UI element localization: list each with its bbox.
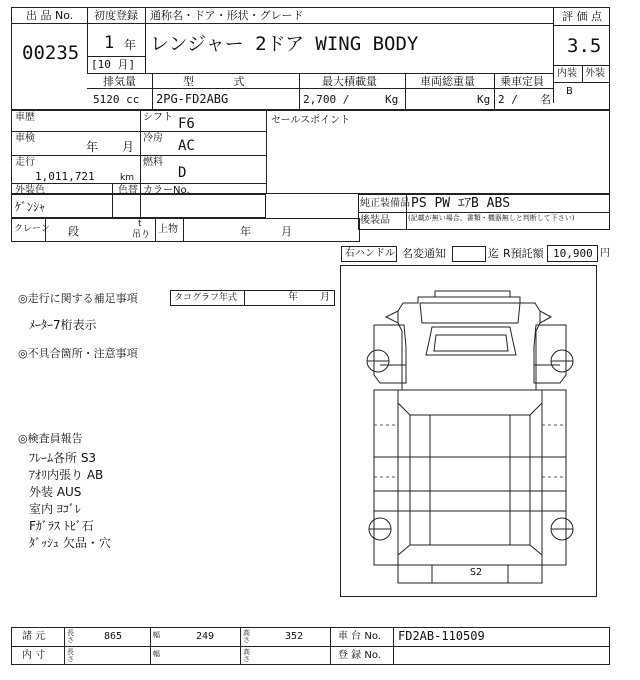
chassis-label: 車 台 No. [338,631,381,642]
first-reg-month: [10 月] [91,58,136,71]
score: 3.5 [567,35,602,57]
crane-row [11,218,360,242]
inspection-month: 月 [122,140,135,154]
outer-height: 352 [285,631,304,642]
exterior-label: 外装 [585,68,605,79]
recycle-amount: 10,900 [553,247,593,260]
length-label: 長さ [67,648,74,664]
cab-outline [398,297,540,390]
divider [582,65,583,82]
divider [87,56,145,57]
year-unit: 年 [124,38,137,52]
driving-remarks-label: ◎走行に関する補足事項 [18,292,138,305]
model-code-label: 型 式 [183,75,263,88]
tacho-label: タコグラフ年式 [174,293,238,303]
inspector-note: ﾌﾚｰﾑ各所 S3 [29,451,97,465]
color-no-label: 色替 [118,185,138,196]
divider [405,73,406,110]
inspector-note: ﾀﾞｯｼｭ 欠品・穴 [29,536,111,550]
mileage: 1,011,721 [35,170,95,183]
truck-diagram [340,265,597,597]
model-code: 2PG-FD2ABG [156,92,229,106]
oem-label: 純正装備品 [360,198,410,209]
cargo-panel-left [398,403,410,555]
exterior-color-label: 外装色 [15,185,45,196]
divider [87,23,553,24]
divider [358,212,610,213]
divider [152,73,153,110]
inspector-note: 外装 AUS [29,485,82,499]
divider [155,218,156,242]
defects-label: ◎不具合箇所・注意事項 [18,347,138,360]
lot-no-label: 出 品 No. [26,9,74,22]
fuel-label: 燃料 [143,157,163,168]
divider [11,646,610,647]
displacement-label: 排気量 [103,75,136,88]
capacity-label: 乗車定員 [500,75,544,88]
divider [240,627,241,665]
divider [87,73,553,74]
cargo-panel-right [530,403,542,555]
length-label: 長さ [67,629,74,645]
shift-label: シフト [143,112,173,123]
divider [11,183,266,184]
driving-note: ﾒｰﾀｰ7桁表示 [29,318,97,332]
crane-stage: 段 [68,225,79,238]
damage-mark: S2 [470,567,483,578]
interior-label: 内装 [557,68,577,79]
divider [183,218,184,242]
bed-label: 上物 [158,224,178,235]
outer-width: 249 [196,631,215,642]
cargo-body-right [542,390,566,565]
oem-equipment: PS PW ｴｱB ABS [411,196,511,211]
inspector-notes [29,449,111,551]
divider [87,88,553,89]
divider [393,627,394,665]
fuel: D [178,165,187,181]
height-label: 高さ [243,648,250,664]
recycle-unit: 円 [600,248,610,259]
door-left [374,325,406,383]
reg-label: 登 録 No. [338,650,381,661]
name-change-box [452,246,486,262]
gross-weight-label: 車両総重量 [420,75,475,88]
outer-length: 865 [104,631,123,642]
outer-dim-label: 諸 元 [22,631,46,642]
cargo-floor [398,390,542,565]
divider [553,7,554,103]
divider [299,73,300,110]
crane-lift: 吊り [132,230,151,240]
capacity-unit: 名 [540,93,551,106]
dashboard [434,335,508,351]
inspection-year: 年 [86,140,99,154]
max-load-unit: Kg [385,93,399,106]
max-load-label: 最大積載量 [322,75,377,88]
first-reg-year: 1 [104,33,115,53]
mileage-unit: km [120,173,134,183]
aftermarket-note: (記載が無い場合、書類・機器無しと判断して下さい) [408,214,575,222]
height-label: 高さ [243,629,250,645]
mirror-left [386,311,398,323]
first-reg-label: 初度登録 [94,9,138,22]
sales-point-label: セールスポイント [271,115,351,126]
ac: AC [178,138,195,154]
due-label: 迄 [488,247,499,260]
capacity: 2 / [498,93,518,106]
inspector-label: ◎検査員報告 [18,432,83,445]
divider [244,290,245,306]
divider [11,155,266,156]
divider [553,25,610,26]
divider [266,110,267,194]
mileage-label: 走行 [15,157,35,168]
cab-roof [435,291,510,297]
inspector-note: Fｶﾞﾗｽ ﾄﾋﾞ石 [29,519,94,533]
bed-year: 年 [240,225,251,238]
divider [64,627,65,665]
interior-grade: B [566,86,573,97]
tacho-month: 月 [320,292,330,303]
width-label: 幅 [153,650,160,658]
width-label: 幅 [153,631,160,639]
color-row [11,194,266,218]
chassis-no: FD2AB-110509 [398,629,485,643]
divider [11,131,266,132]
lot-no: 00235 [22,42,80,64]
inner-dim-label: 内 寸 [22,650,46,661]
model-name: レンジャー 2ドア WING BODY [150,33,419,55]
shift: F6 [178,116,195,132]
gross-weight-unit: Kg [477,93,491,106]
divider [145,7,146,73]
exterior-color: ｹﾞﾝｼｬ [15,200,46,214]
divider [494,73,495,110]
crane-tons: t [138,219,142,229]
divider [150,627,151,665]
divider [330,627,331,665]
tacho-year: 年 [288,292,298,303]
max-load: 2,700 / [303,93,350,106]
door-right [534,325,566,383]
crane-label: クレーン [14,224,50,234]
displacement: 5120 cc [93,93,140,106]
divider [112,183,113,218]
divider [87,7,88,73]
inspector-note: 室内 ﾖｺﾞﾚ [29,502,81,516]
model-name-label: 通称名・ドア・形状・グレード [150,9,304,22]
mirror-right [540,311,551,323]
divider [11,23,87,24]
history-label: 車歴 [15,112,35,123]
divider [553,82,610,83]
color-code-label: カラーNo. [143,185,190,196]
inspection-label: 車検 [15,133,35,144]
score-label: 評 価 点 [562,10,602,23]
aftermarket-label: 後装品 [360,215,390,226]
cab-front [420,303,520,323]
name-change-label: 名変通知 [402,247,446,260]
recycle-label: R預託額 [503,247,544,260]
inspector-note: ｱｵﾘ内張り AB [29,468,104,482]
bed-month: 月 [281,225,292,238]
drive-side: 右ハンドル [345,248,395,259]
ac-label: 冷房 [143,133,163,144]
